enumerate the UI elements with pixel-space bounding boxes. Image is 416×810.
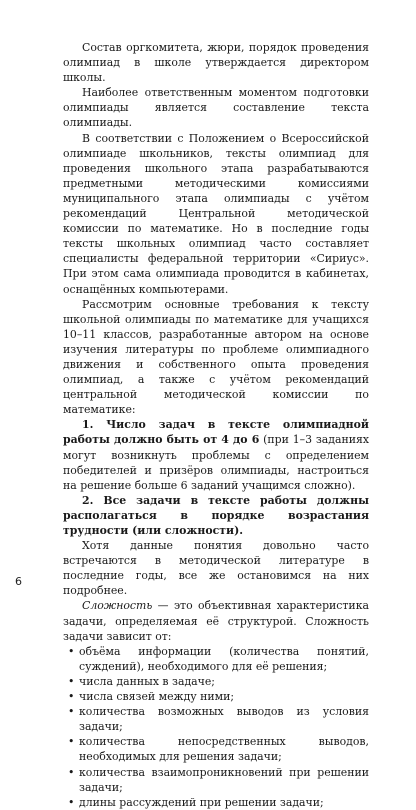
text-column bbox=[63, 40, 369, 810]
complexity-definition-text: — это объективная характеристика задачи, определяемая её структурой. Сложность задачи зависит от: bbox=[63, 599, 369, 643]
list-item: • объёма информации (количества понятий, суждений), необходимого для её решения; bbox=[63, 644, 369, 674]
paragraph-preparation: Наиболее ответственным моментом подготовки олимпиады является составление текста олимпиады. bbox=[63, 86, 369, 130]
list-item: • количества возможных выводов из условия задачи; bbox=[63, 704, 369, 734]
page-number: 6 bbox=[15, 575, 22, 588]
list-item: • количества непосредственных выводов, необходимых для решения задачи; bbox=[63, 734, 369, 764]
paragraph-regulations: В соответствии с Положением о Всероссийской олимпиаде школьников, тексты олимпиад для проведения школьного этапа разрабатываются предметными методическими комиссиями муниципального этапа олимпиады с учётом рекомендаций Центральной методической комиссии по математике. Но в последние годы тексты школьных олимпиад часто составляет специалисты федеральной территории «Сириус». При этом сама олимпиада проводится в кабинетах, оснащённых компьютерами. bbox=[63, 131, 369, 296]
list-item: • числа данных в задаче; bbox=[63, 674, 369, 689]
list-item: • длины рассуждений при решении задачи; bbox=[63, 795, 369, 810]
complexity-factors-list bbox=[63, 644, 369, 810]
requirement-1-text: (при 1–3 заданиях могут возникнуть проблемы с определением победителей и призёров олимпиады, настроиться на решение больше 6 заданий учащимся сложно). bbox=[63, 433, 369, 492]
paragraph-requirement-2 bbox=[63, 493, 369, 538]
paragraph-concepts: Хотя данные понятия довольно часто встречаются в методической литературе в последние годы, все же остановимся на них подробнее. bbox=[63, 539, 369, 598]
paragraph-requirements-intro: Рассмотрим основные требования к тексту школьной олимпиады по математике для учащихся 10–11 классов, разработанные автором на основе изучения литературы по проблеме олимпиадного движения и собственного опыта проведения олимпиад, а также с учётом рекомендаций центральной методической комиссии по математике: bbox=[63, 297, 369, 417]
term-complexity: Сложность bbox=[82, 599, 153, 613]
paragraph-requirement-1 bbox=[63, 417, 369, 492]
paragraph-complexity-definition bbox=[63, 598, 369, 643]
requirement-2-heading: 2. Все задачи в тексте работы должны располагаться в порядке возрастания трудности (или сложности). bbox=[63, 493, 369, 537]
list-item: • количества взаимопроникновений при решении задачи; bbox=[63, 765, 369, 795]
list-item: • числа связей между ними; bbox=[63, 689, 369, 704]
requirement-1-heading: 1. Число задач в тексте олимпиадной работы должно быть от 4 до 6 bbox=[63, 418, 369, 447]
paragraph-orgcommittee: Состав оргкомитета, жюри, порядок проведения олимпиад в школе утверждается директором школы. bbox=[63, 41, 369, 85]
